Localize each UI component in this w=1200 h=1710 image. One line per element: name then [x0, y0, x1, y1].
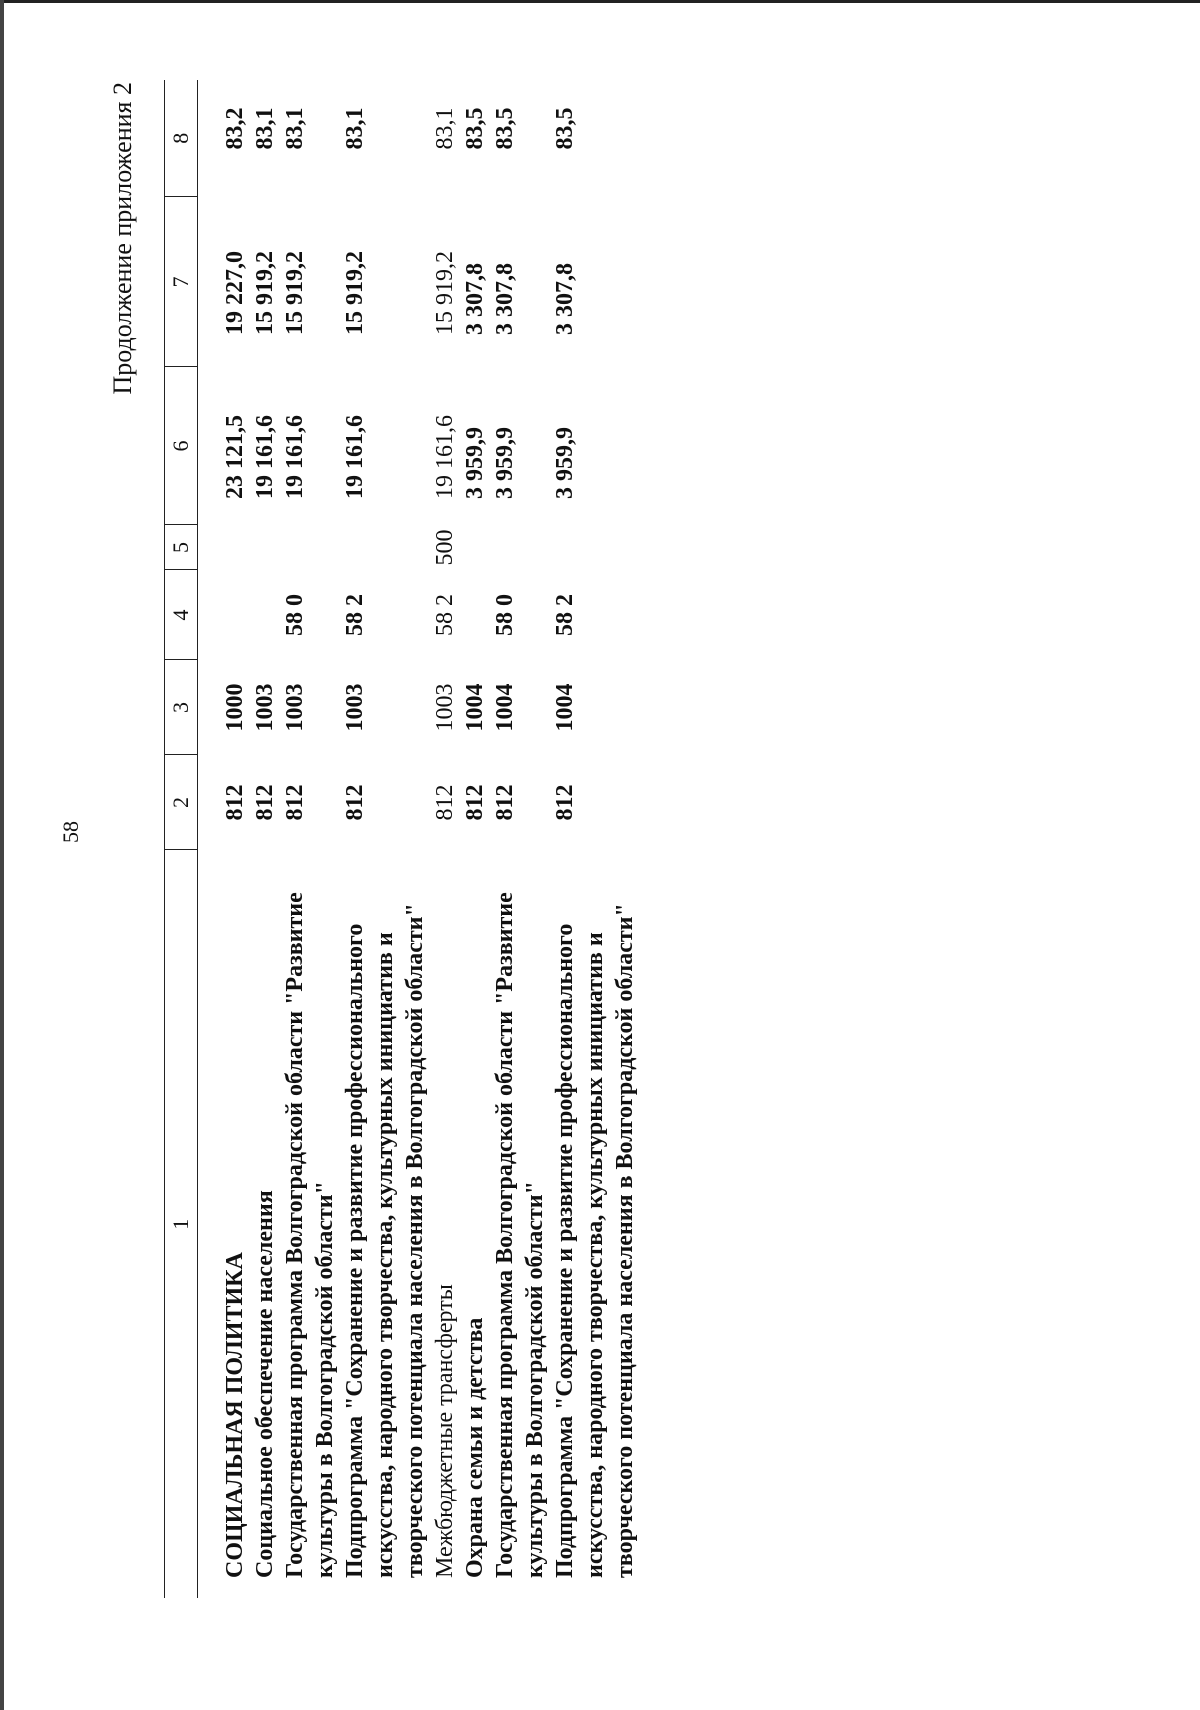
row-col2: 812 — [462, 784, 488, 821]
row-name: СОЦИАЛЬНАЯ ПОЛИТИКА — [222, 1252, 248, 1578]
row-name: Социальное обеспечение населения — [252, 1190, 278, 1578]
table-row — [250, 80, 280, 1598]
row-col8: 83,2 — [222, 107, 248, 150]
row-col6: 23 121,5 — [222, 415, 248, 499]
row-col3: 1003 — [342, 683, 368, 732]
row-col3: 1000 — [222, 683, 248, 732]
table-row — [198, 80, 251, 1598]
row-col7: 3 307,8 — [552, 263, 578, 335]
row-col8: 83,5 — [492, 107, 518, 150]
table-row — [490, 80, 550, 1598]
row-col4: 58 0 — [492, 594, 518, 636]
column-header: 6 — [165, 367, 198, 525]
row-col4 — [198, 570, 251, 660]
row-col3: 1003 — [252, 683, 278, 732]
table-row — [280, 80, 340, 1598]
row-col3: 1003 — [432, 683, 458, 732]
budget-table — [164, 80, 640, 1598]
row-col7: 15 919,2 — [252, 251, 278, 335]
row-name: Межбюджетные трансферты — [432, 1284, 458, 1578]
row-col8: 83,1 — [282, 107, 308, 150]
row-col5 — [280, 525, 340, 570]
row-col7: 15 919,2 — [282, 251, 308, 335]
row-col2: 812 — [432, 784, 458, 821]
column-header: 1 — [165, 850, 198, 1598]
row-col4: 58 2 — [432, 594, 458, 636]
row-col4 — [460, 570, 490, 660]
row-col2: 812 — [282, 784, 308, 821]
row-col3: 1004 — [462, 683, 488, 732]
row-col6: 3 959,9 — [552, 427, 578, 499]
column-header: 3 — [165, 660, 198, 755]
row-col5 — [340, 525, 430, 570]
row-col2: 812 — [342, 784, 368, 821]
row-col6: 19 161,6 — [252, 415, 278, 499]
row-col8: 83,5 — [462, 107, 488, 150]
continuation-label: Продолжение приложения 2 — [108, 82, 137, 395]
row-col2: 812 — [222, 784, 248, 821]
page-number: 58 — [58, 821, 83, 843]
column-header: 2 — [165, 755, 198, 850]
row-col7: 15 919,2 — [432, 251, 458, 335]
row-col7: 15 919,2 — [342, 251, 368, 335]
table-row — [430, 80, 460, 1598]
table-row — [550, 80, 640, 1598]
row-col5: 500 — [432, 529, 458, 566]
row-col5 — [250, 525, 280, 570]
row-col4: 58 2 — [342, 594, 368, 636]
row-col2: 812 — [252, 784, 278, 821]
row-name: Охрана семьи и детства — [462, 1317, 488, 1578]
row-col3: 1004 — [552, 683, 578, 732]
row-col4: 58 2 — [552, 594, 578, 636]
row-col2: 812 — [552, 784, 578, 821]
column-header: 8 — [165, 80, 198, 197]
row-name: Подпрограмма "Сохранение и развитие профессионального искусства, народного творчества, культурных инициатив и творческого потенциала населения в Волгоградской области" — [552, 903, 638, 1578]
row-col5 — [550, 525, 640, 570]
row-col6: 3 959,9 — [492, 427, 518, 499]
row-col3: 1004 — [492, 683, 518, 732]
row-col3: 1003 — [282, 683, 308, 732]
row-name: Подпрограмма "Сохранение и развитие профессионального искусства, народного творчества, культурных инициатив и творческого потенциала населения в Волгоградской области" — [342, 903, 428, 1578]
row-col4: 58 0 — [282, 594, 308, 636]
row-col6: 19 161,6 — [432, 415, 458, 499]
row-col2: 812 — [492, 784, 518, 821]
row-col8: 83,1 — [252, 107, 278, 150]
row-col5 — [198, 525, 251, 570]
row-name: Государственная программа Волгоградской области "Развитие культуры в Волгоградской области" — [492, 892, 548, 1578]
row-col8: 83,5 — [552, 107, 578, 150]
column-header: 5 — [165, 525, 198, 570]
column-header: 4 — [165, 570, 198, 660]
table-row — [460, 80, 490, 1598]
row-col7: 3 307,8 — [492, 263, 518, 335]
header-row — [165, 80, 198, 1598]
row-name: Государственная программа Волгоградской области "Развитие культуры в Волгоградской области" — [282, 892, 338, 1578]
row-col8: 83,1 — [432, 107, 458, 150]
row-col6: 19 161,6 — [282, 415, 308, 499]
row-col6: 19 161,6 — [342, 415, 368, 499]
table-row — [340, 80, 430, 1598]
row-col8: 83,1 — [342, 107, 368, 150]
row-col7: 3 307,8 — [462, 263, 488, 335]
row-col5 — [460, 525, 490, 570]
row-col6: 3 959,9 — [462, 427, 488, 499]
row-col4 — [250, 570, 280, 660]
column-header: 7 — [165, 197, 198, 367]
row-col7: 19 227,0 — [222, 251, 248, 335]
row-col5 — [490, 525, 550, 570]
